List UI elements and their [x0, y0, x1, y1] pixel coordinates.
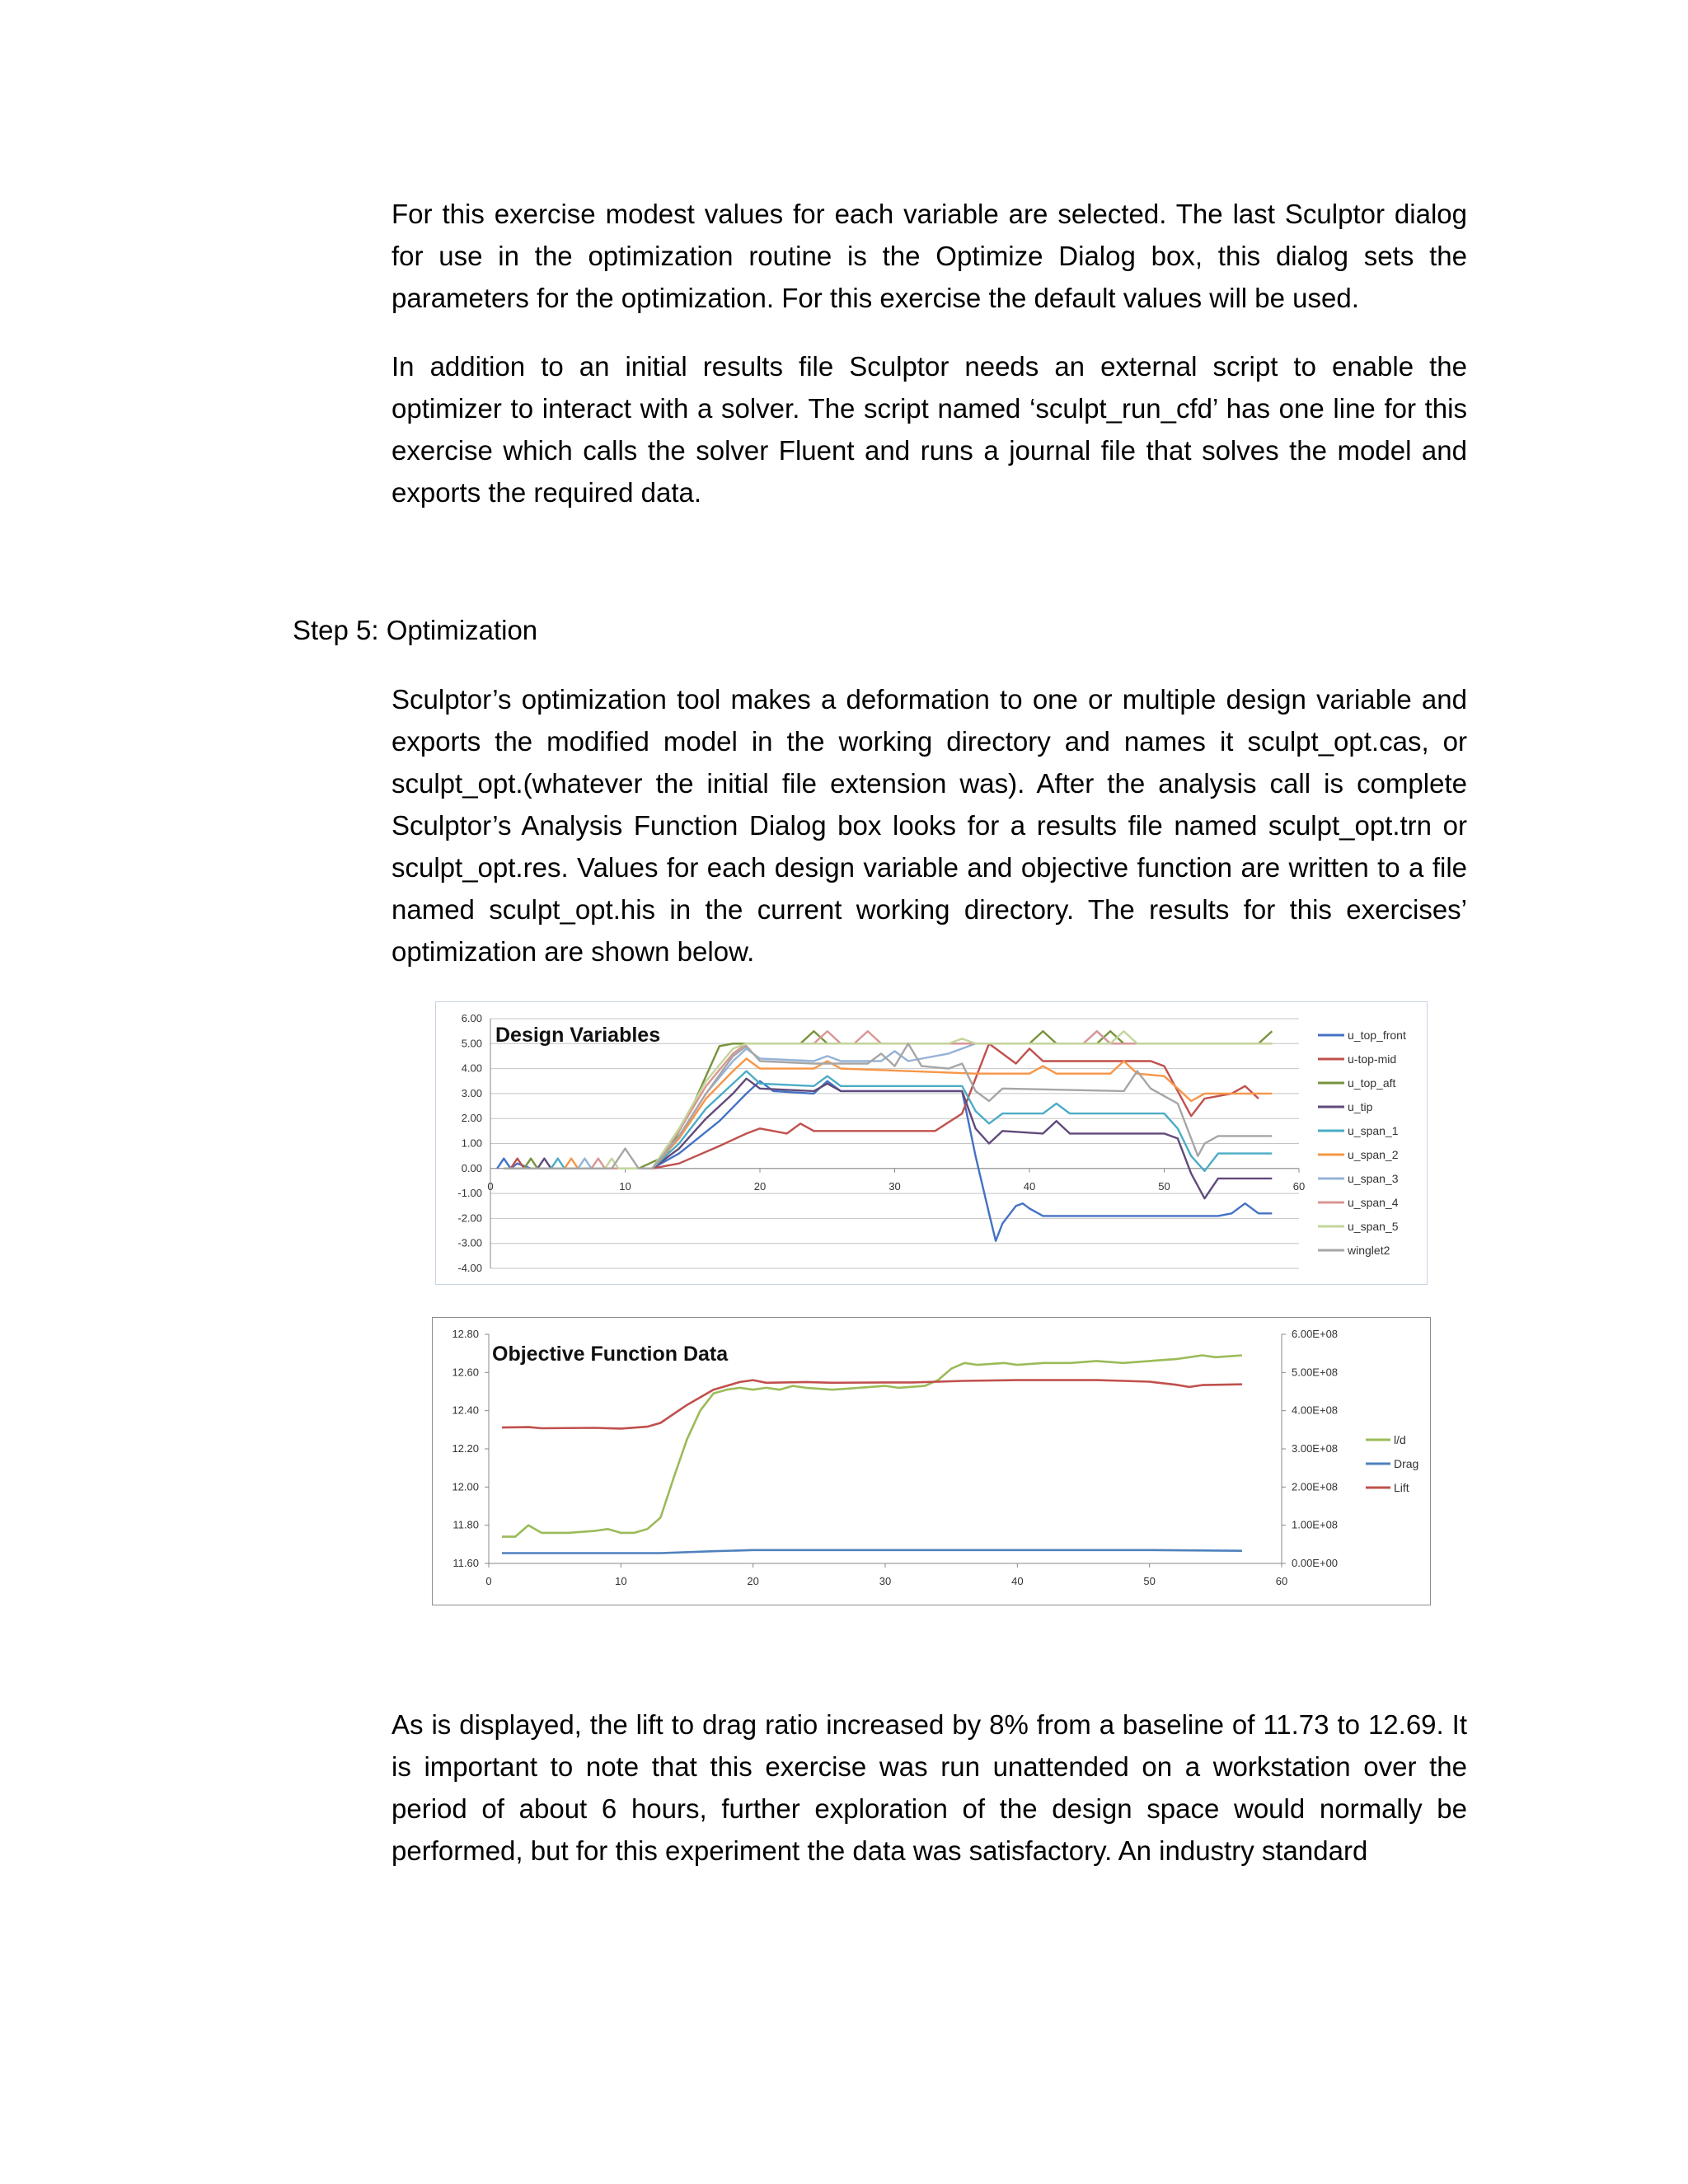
legend-label: Lift: [1394, 1481, 1409, 1494]
y-tick-label-right: 3.00E+08: [1292, 1442, 1339, 1455]
chart-title: Objective Function Data: [492, 1343, 729, 1366]
legend-label: u_span_2: [1348, 1148, 1399, 1161]
y-tick-label-left: 12.40: [452, 1404, 479, 1417]
y-tick-label-left: 12.60: [452, 1366, 479, 1379]
y-tick-label-left: 12.00: [452, 1480, 479, 1493]
paragraph-optimization-tool: Sculptor’s optimization tool makes a deformation to one or multiple design variable and exports the modified model in the working directory and names it sculpt_opt.cas, or sculpt_opt.(whatever the initial file extension was). After the analysis call is complete Sculptor’s Analysis Function Dialog box looks for a results file named sculpt_opt.trn or sculpt_opt.res. Values for each design variable and objective function are written to a file named sculpt_opt.his in the current working directory. The results for this exercises’ optimization are shown below.: [392, 684, 1467, 967]
y-tick-label-left: 12.20: [452, 1442, 479, 1455]
y-tick-label-right: 1.00E+08: [1292, 1518, 1339, 1531]
x-tick-label: 10: [619, 1179, 631, 1193]
y-tick-label: -3.00: [457, 1236, 482, 1249]
x-tick-label: 60: [1275, 1575, 1288, 1587]
objective-function-svg: [433, 1318, 1430, 1605]
chart-title: Design Variables: [495, 1024, 661, 1047]
y-tick-label: -1.00: [457, 1187, 482, 1200]
legend-label: u_span_5: [1348, 1220, 1399, 1233]
x-tick-label: 40: [1023, 1179, 1036, 1193]
legend-label: u-top-mid: [1348, 1052, 1397, 1066]
y-tick-label-left: 11.80: [452, 1518, 479, 1531]
y-tick-label: 5.00: [461, 1037, 482, 1050]
series-line-u_span_5: [504, 1031, 1272, 1169]
series-line-u_span_3: [504, 1031, 1272, 1169]
x-tick-label: 40: [1011, 1575, 1024, 1587]
x-tick-label: 50: [1158, 1179, 1170, 1193]
legend-label: u_top_front: [1348, 1029, 1406, 1042]
y-tick-label-right: 0.00E+00: [1292, 1557, 1339, 1569]
legend-label: u_span_3: [1348, 1172, 1399, 1185]
y-tick-label: 0.00: [461, 1161, 482, 1174]
legend-label: u_span_4: [1348, 1196, 1399, 1209]
design-variables-chart: [435, 1001, 1428, 1285]
y-tick-label-left: 11.60: [452, 1557, 479, 1569]
step-heading: Step 5: Optimization: [293, 615, 538, 645]
legend-label: Drag: [1394, 1457, 1419, 1470]
series-line-u-top-mid: [504, 1043, 1259, 1169]
y-tick-label-right: 4.00E+08: [1292, 1404, 1339, 1417]
x-tick-label: 10: [615, 1575, 627, 1587]
legend-label: l/d: [1394, 1433, 1406, 1446]
legend-label: u_tip: [1348, 1100, 1373, 1113]
x-tick-label: 20: [753, 1179, 767, 1193]
y-tick-label-right: 6.00E+08: [1292, 1328, 1339, 1340]
x-tick-label: 50: [1143, 1575, 1156, 1587]
paragraph-external-script: In addition to an initial results file Sculptor needs an external script to enable the optimizer to interact with a solver. The script named ‘sculpt_run_cfd’ has one line for this exercise which calls the solver Fluent and runs a journal file that solves the model and exports the required data.: [392, 351, 1467, 508]
paragraph-conclusion: As is displayed, the lift to drag ratio increased by 8% from a baseline of 11.73 to 12.69. It is important to note that this exercise was run unattended on a workstation over the period of about 6 hours, further exploration of the design space would normally be performed, but for this experiment the data was satisfactory. An industry standard: [392, 1709, 1467, 1866]
x-tick-label: 0: [485, 1575, 492, 1587]
x-tick-label: 30: [889, 1179, 901, 1193]
y-tick-label: 1.00: [461, 1137, 482, 1150]
design-variables-svg: [436, 1002, 1427, 1284]
legend-label: u_top_aft: [1348, 1076, 1396, 1090]
y-tick-label: 2.00: [461, 1112, 482, 1125]
x-tick-label: 0: [487, 1179, 494, 1193]
y-tick-label: 6.00: [461, 1012, 482, 1024]
paragraph-optimize-dialog: For this exercise modest values for each variable are selected. The last Sculptor dialog for use in the optimization routine is the Optimize Dialog box, this dialog sets the parameters for the optimization. For this exercise the default values will be used.: [392, 199, 1467, 313]
y-tick-label-right: 2.00E+08: [1292, 1480, 1339, 1493]
series-line-u_top_aft: [504, 1031, 1272, 1169]
legend-label: winglet2: [1348, 1244, 1390, 1257]
legend-label: u_span_1: [1348, 1124, 1399, 1137]
y-tick-label: -2.00: [457, 1212, 482, 1225]
objective-function-chart: [432, 1317, 1431, 1605]
y-tick-label: 3.00: [461, 1086, 482, 1099]
y-tick-label: -4.00: [457, 1262, 482, 1274]
x-tick-label: 30: [879, 1575, 892, 1587]
y-tick-label: 4.00: [461, 1062, 482, 1075]
series-line-Drag: [502, 1550, 1242, 1554]
y-tick-label-left: 12.80: [452, 1328, 479, 1340]
x-tick-label: 60: [1292, 1179, 1306, 1193]
x-tick-label: 20: [747, 1575, 759, 1587]
series-line-u_span_4: [504, 1031, 1272, 1169]
y-tick-label-right: 5.00E+08: [1292, 1366, 1339, 1379]
